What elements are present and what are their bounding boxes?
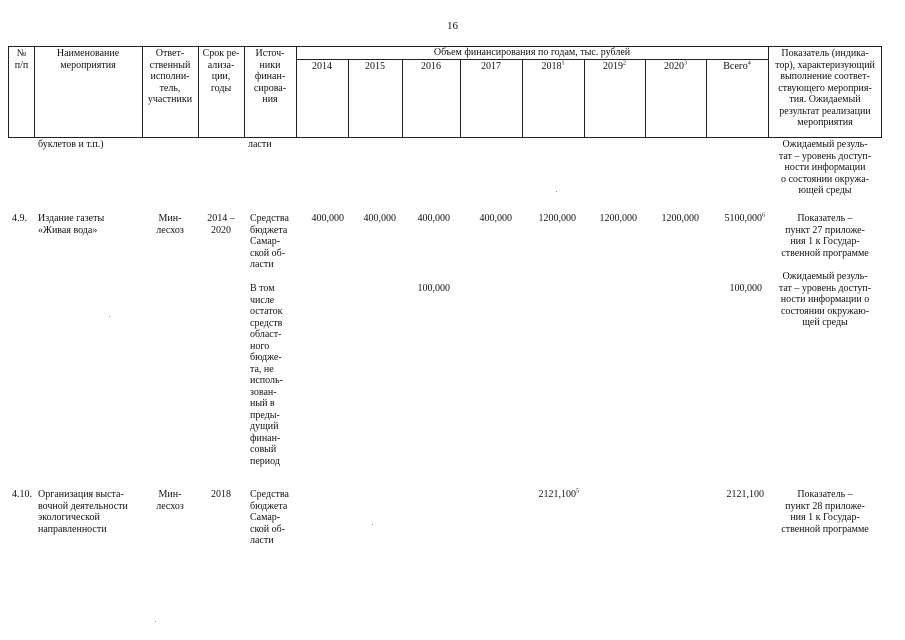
row-4-9b-2016: 100,000 [417,283,450,294]
row-4-9-indicator: Показатель – пункт 27 приложе- ния 1 к Государ- ственной программе [781,213,869,259]
row-4-9b-source: В том числе остаток средств област- ного бюдже- та, не исполь- зован- ный в преды- дущий финан- совый период [250,283,283,467]
row-4-9-2020: 1200,000 [661,213,699,224]
row-4-10-total: 2121,100 [726,489,764,500]
header-total: Всего$^4$ [723,60,751,72]
cont-source: ласти [248,139,272,150]
header-year-2018: 2018$^1$ [541,60,565,72]
row-4-10-2018: 2121,100$^5$ [538,488,579,500]
header-term: Срок ре- ализа- ции, годы [202,48,240,94]
row-4-9-term: 2014 – 2020 [207,213,235,236]
row-4-9-2019: 1200,000 [599,213,637,224]
row-4-9-num: 4.9. [12,213,27,224]
header-year-2020: 2020$^3$ [664,60,687,72]
header-year-2017: 2017 [481,61,501,72]
header-year-2014: 2014 [312,61,332,72]
row-4-10-term: 2018 [211,489,231,500]
page-number: 16 [447,20,458,32]
header-indicator: Показатель (индика- тор), характеризующий выполнение соответ- ствующего мероприя- тия. Ожидаемый результат реализации мероприятия [775,48,875,128]
row-4-9-source: Средства бюджета Самар- ской об- ласти [250,213,289,270]
scan-speck [556,191,557,192]
row-4-9b-indicator: Ожидаемый резуль- тат – уровень доступ- ности информации о состоянии окружаю- щей среды [778,271,872,328]
header-num: № п/п [14,48,29,71]
header-year-2015: 2015 [365,61,385,72]
row-4-9-2014: 400,000 [311,213,344,224]
cont-name: буклетов и т.п.) [38,139,104,150]
cont-indicator: Ожидаемый резуль- тат – уровень доступ- ности информации о состоянии окружа- ющей среды [778,139,872,196]
row-4-10-responsible: Мин- лесхоз [156,489,184,512]
row-4-9-total: 5100,000$^6$ [724,212,765,224]
header-source: Источ- ники финан- сирова- ния [253,48,287,105]
scan-speck [372,524,373,525]
scan-speck [109,316,110,317]
row-4-9-name: Издание газеты «Живая вода» [38,213,105,236]
row-4-9b-total: 100,000 [729,283,762,294]
header-year-2019: 2019$^2$ [603,60,626,72]
header-year-2016: 2016 [421,61,441,72]
scan-speck [155,621,156,622]
row-4-9-responsible: Мин- лесхоз [156,213,184,236]
row-4-10-num: 4.10. [12,489,32,500]
row-4-10-indicator: Показатель – пункт 28 приложе- ния 1 к Государ- ственной программе [781,489,869,535]
row-4-9-2016: 400,000 [417,213,450,224]
row-4-9-2015: 400,000 [363,213,396,224]
row-4-9-2017: 400,000 [479,213,512,224]
header-name: Наименование мероприятия [56,48,120,71]
row-4-10-source: Средства бюджета Самар- ской об- ласти [250,489,289,546]
row-4-9-2018: 1200,000 [538,213,576,224]
header-responsible: Ответ- ственный исполни- тель, участники [147,48,193,105]
header-funding: Объем финансирования по годам, тыс. рублей [433,47,631,58]
row-4-10-name: Организация выста- вочной деятельности экологической направленности [38,489,128,535]
